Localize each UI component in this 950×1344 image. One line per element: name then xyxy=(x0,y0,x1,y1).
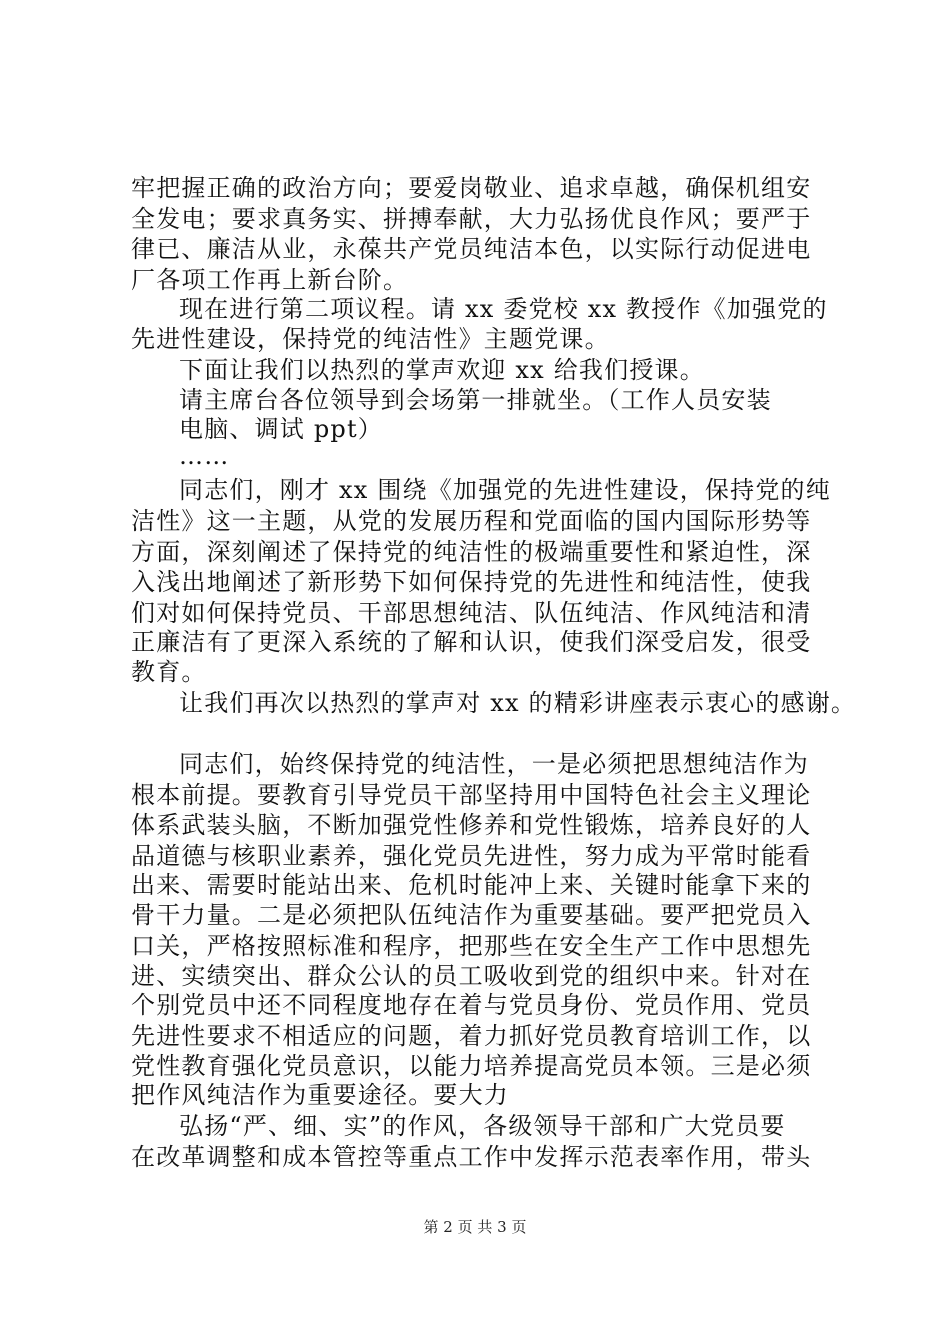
text-line: 律已、廉洁从业，永葆共产党员纯洁本色，以实际行动促进电 xyxy=(131,235,812,263)
text-line: 入浅出地阐述了新形势下如何保持党的先进性和纯洁性，使我 xyxy=(131,568,812,596)
text-line: 进、实绩突出、群众公认的员工吸收到党的组织中来。针对在 xyxy=(131,962,812,990)
text-line: 个别党员中还不同程度地存在着与党员身份、党员作用、党员 xyxy=(131,991,812,1019)
text-line: 同志们，始终保持党的纯洁性，一是必须把思想纯洁作为 xyxy=(179,750,809,778)
text-line: 在改革调整和成本管控等重点工作中发挥示范表率作用，带头 xyxy=(131,1143,812,1171)
text-line: 教育。 xyxy=(131,658,207,686)
text-line: 弘扬“严、细、实”的作风，各级领导干部和广大党员要 xyxy=(179,1112,786,1140)
text-line: 骨干力量。二是必须把队伍纯洁作为重要基础。要严把党员入 xyxy=(131,901,812,929)
text-line: 正廉洁有了更深入系统的了解和认识，使我们深受启发，很受 xyxy=(131,628,812,656)
text-line: 党性教育强化党员意识，以能力培养提高党员本领。三是必须 xyxy=(131,1052,812,1080)
text-line: 体系武装头脑，不断加强党性修养和党性锻炼，培养良好的人 xyxy=(131,811,812,839)
text-line: 现在进行第二项议程。请 xx 委党校 xx 教授作《加强党的 xyxy=(179,295,828,323)
text-line: 让我们再次以热烈的掌声对 xx 的精彩讲座表示衷心的感谢。 xyxy=(179,689,857,717)
text-line: 牢把握正确的政治方向；要爱岗敬业、追求卓越，确保机组安 xyxy=(131,174,812,202)
page-footer: 第 2 页 共 3 页 xyxy=(423,1218,527,1236)
text-line: 出来、需要时能站出来、危机时能冲上来、关键时能拿下来的 xyxy=(131,871,812,899)
text-line: 全发电；要求真务实、拼搏奉献，大力弘扬优良作风；要严于 xyxy=(131,205,812,233)
text-line: 们对如何保持党员、干部思想纯洁、队伍纯洁、作风纯洁和清 xyxy=(131,599,812,627)
text-line: 请主席台各位领导到会场第一排就坐。（工作人员安装 xyxy=(179,386,772,414)
text-line: 方面，深刻阐述了保持党的纯洁性的极端重要性和紧迫性，深 xyxy=(131,538,812,566)
text-line: 下面让我们以热烈的掌声欢迎 xx 给我们授课。 xyxy=(179,356,705,384)
text-line: 把作风纯洁作为重要途径。要大力 xyxy=(131,1081,509,1109)
text-line: 口关，严格按照标准和程序，把那些在安全生产工作中思想先 xyxy=(131,932,812,960)
text-line: 先进性要求不相适应的问题，着力抓好党员教育培训工作，以 xyxy=(131,1022,812,1050)
text-line: 洁性》这一主题，从党的发展历程和党面临的国内国际形势等 xyxy=(131,507,812,535)
text-line: 厂各项工作再上新台阶。 xyxy=(131,266,409,294)
text-line: 同志们，刚才 xx 围绕《加强党的先进性建设，保持党的纯 xyxy=(179,476,831,504)
text-line: 电脑、调试 ppt） xyxy=(179,415,383,443)
text-line: 品道德与核职业素养，强化党员先进性，努力成为平常时能看 xyxy=(131,842,812,870)
text-line: 先进性建设，保持党的纯洁性》主题党课。 xyxy=(131,325,610,353)
text-line: 根本前提。要教育引导党员干部坚持用中国特色社会主义理论 xyxy=(131,781,812,809)
ellipsis-line: …… xyxy=(179,442,230,470)
